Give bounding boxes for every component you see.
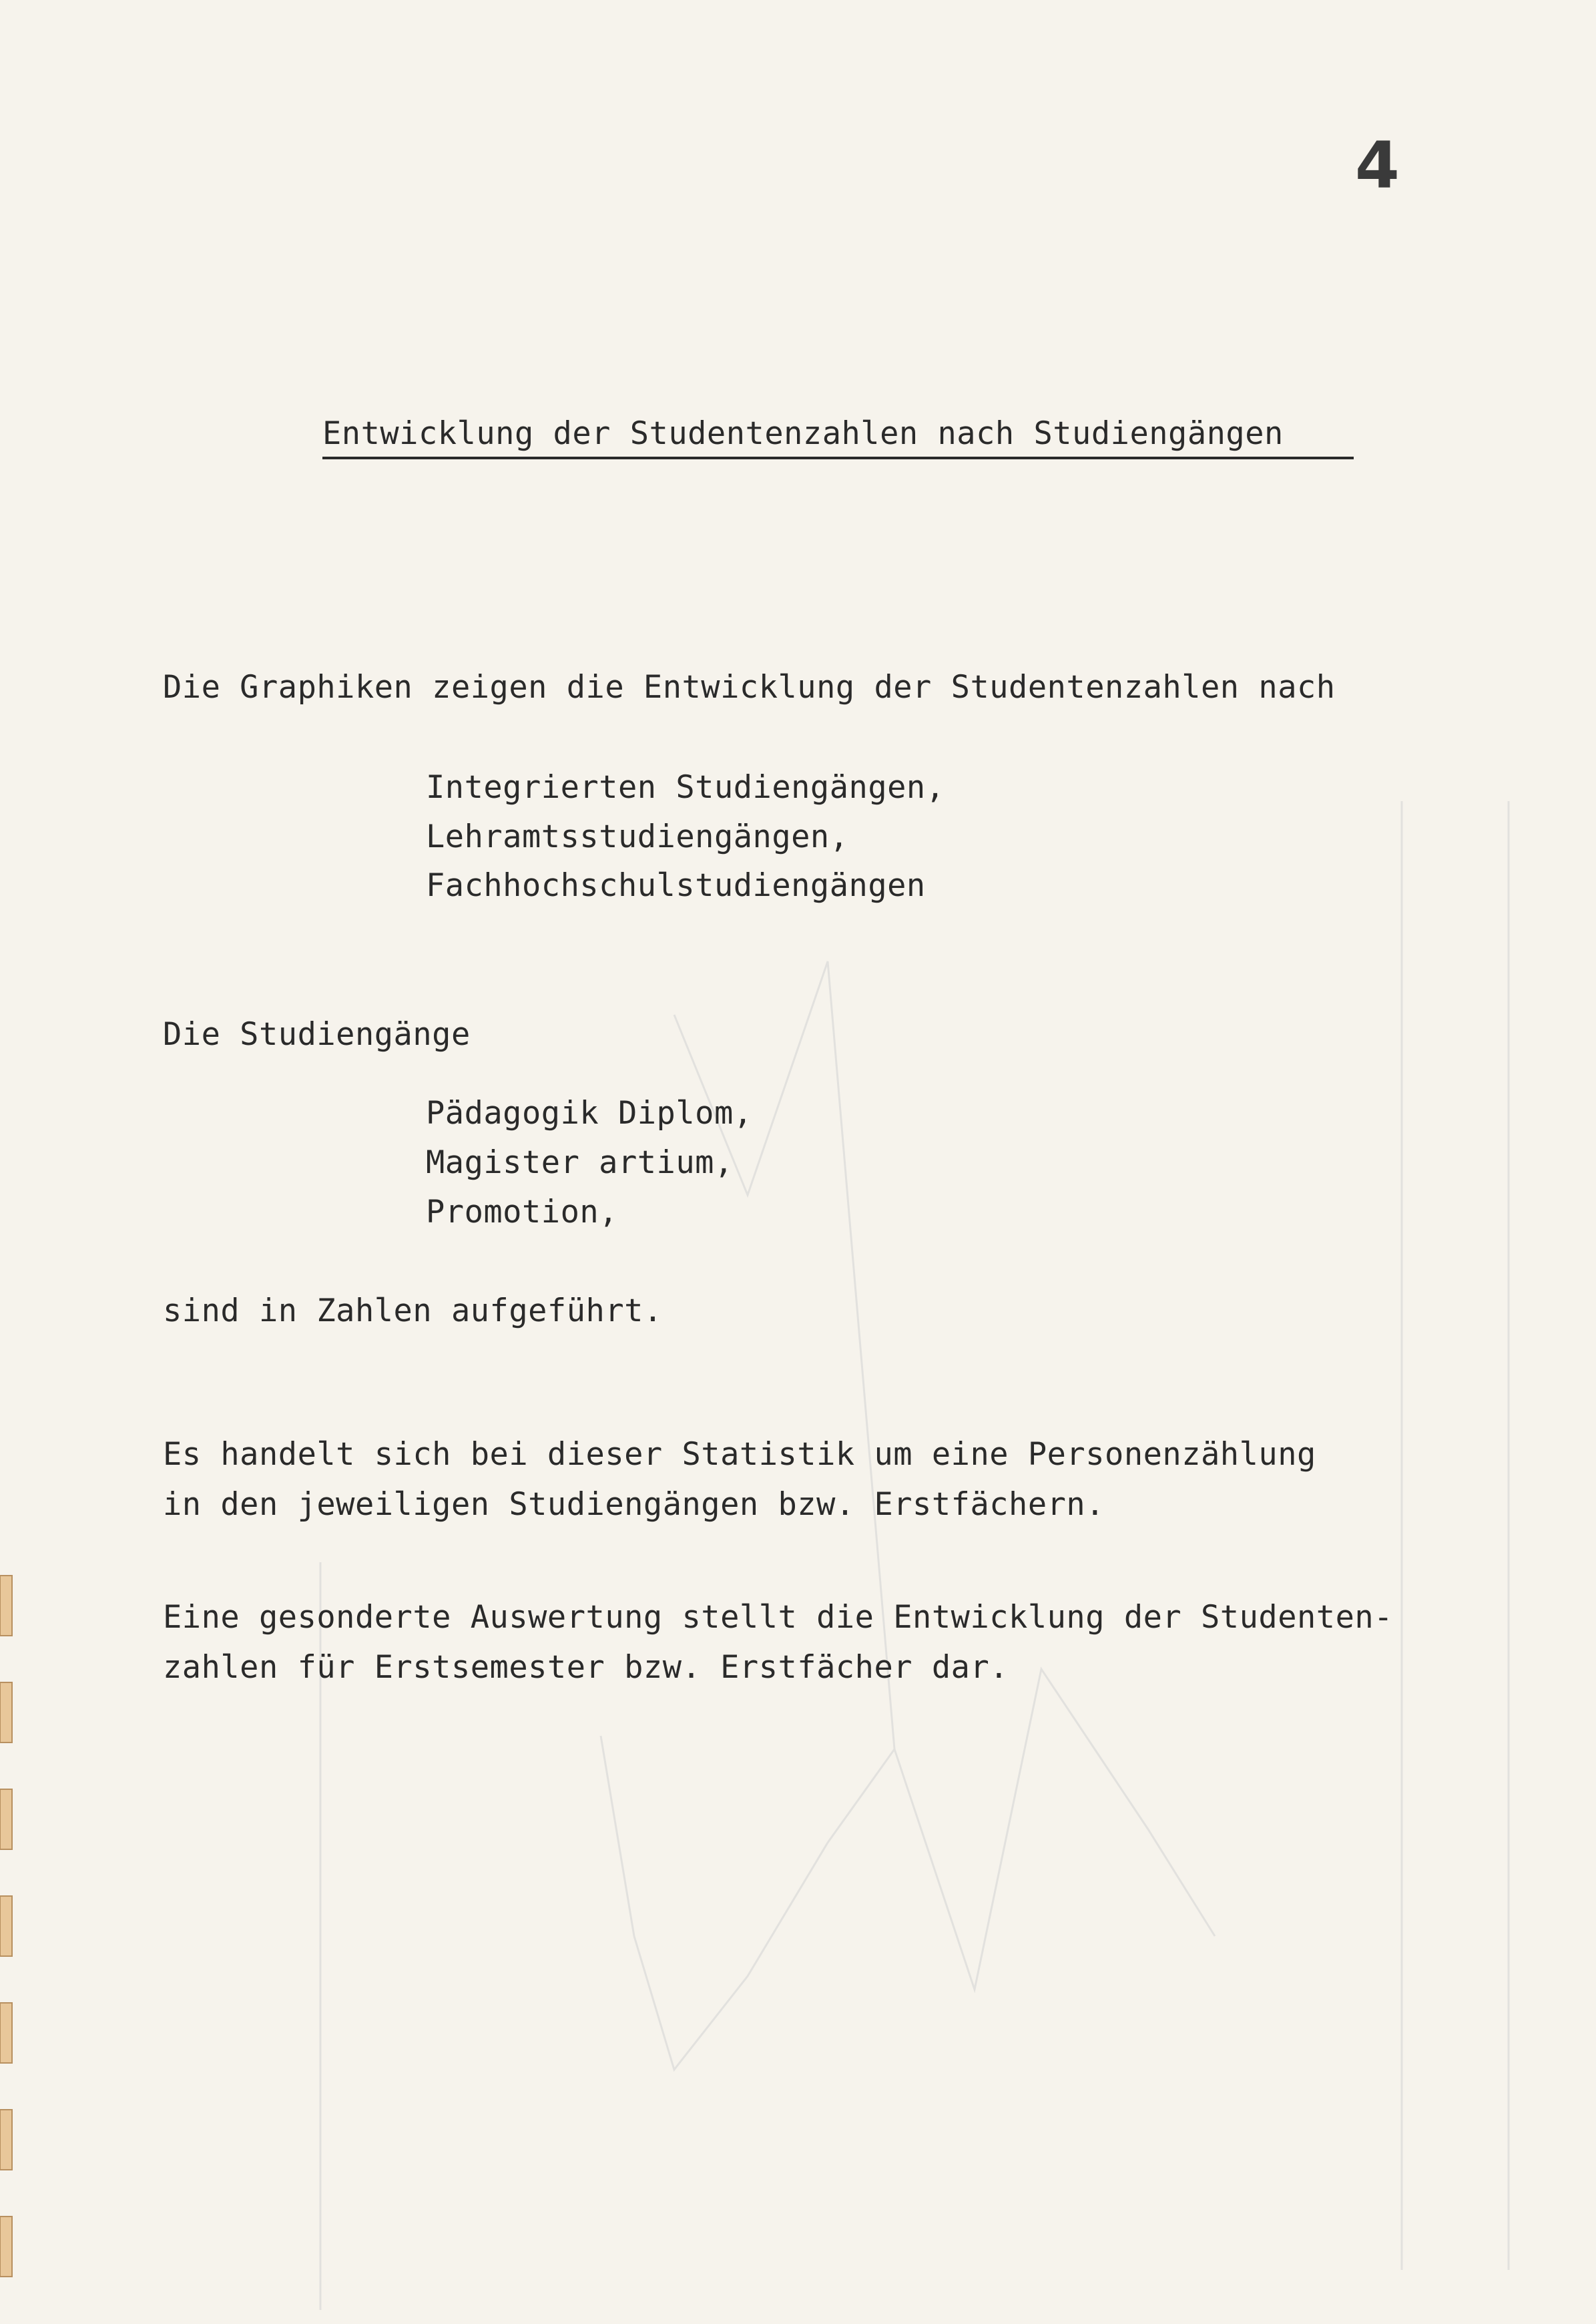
- page-heading: Entwicklung der Studentenzahlen nach Studiengängen: [322, 415, 1284, 452]
- list-item: Pädagogik Diplom,: [426, 1095, 753, 1132]
- list-item: Magister artium,: [426, 1144, 734, 1181]
- paragraph-line: Es handelt sich bei dieser Statistik um eine Personenzählung: [163, 1436, 1316, 1473]
- page-number: 4: [1355, 128, 1400, 203]
- list-item: Lehramtsstudiengängen,: [426, 819, 849, 855]
- courses-intro: Die Studiengänge: [163, 1016, 471, 1053]
- paragraph-line: zahlen für Erstsemester bzw. Erstfächer dar.: [163, 1649, 1009, 1686]
- list-item: Fachhochschulstudiengängen: [426, 867, 926, 904]
- paragraph-line: in den jeweiligen Studiengängen bzw. Erstfächern.: [163, 1486, 1105, 1523]
- binding-holes: [0, 0, 27, 2324]
- intro-text: Die Graphiken zeigen die Entwicklung der Studentenzahlen nach: [163, 669, 1336, 706]
- heading-underline: [322, 457, 1354, 459]
- list-item: Integrierten Studiengängen,: [426, 769, 945, 806]
- courses-outro: sind in Zahlen aufgeführt.: [163, 1293, 663, 1329]
- paragraph-line: Eine gesonderte Auswertung stellt die Entwicklung der Studenten-: [163, 1599, 1393, 1636]
- list-item: Promotion,: [426, 1194, 618, 1230]
